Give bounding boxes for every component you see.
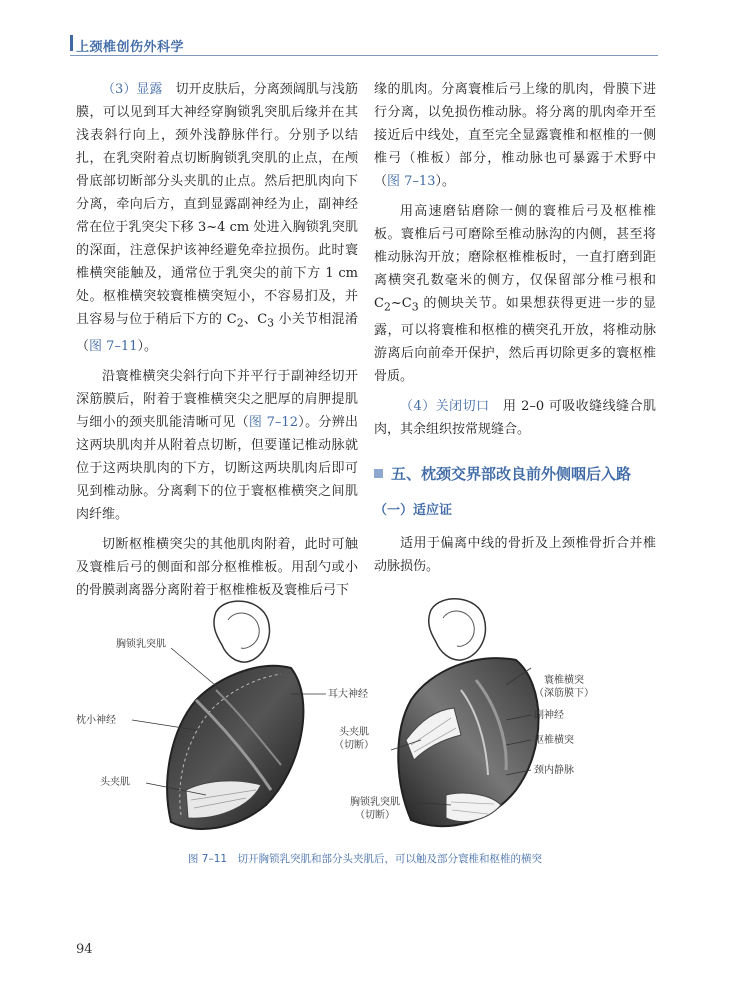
header-rule <box>70 55 658 56</box>
ear-outline <box>214 601 270 662</box>
running-header <box>0 0 730 60</box>
paragraph: 用高速磨钻磨除一侧的寰椎后弓及枢椎椎板。寰椎后弓可磨除至椎动脉沟的内侧，甚至将椎动脉沟开放；磨除枢椎椎板时，一直打磨到距离横突孔数毫米的侧方，仅保留部分椎弓根和 $C_2\sim C_3$ 的侧块关节。如果想获得更进一步的显露，可以将寰椎和枢椎的横突孔开放，将椎动脉游离后向前牵开保护，然后再切除更多的寰枢椎骨质。 <box>374 204 656 384</box>
figure-reference[interactable]: 图 7–13 <box>387 174 436 189</box>
right-panel <box>391 599 539 826</box>
label-atlas-transverse-process: 寰椎横突 （深筋膜下） <box>534 675 594 699</box>
surgical-figure <box>76 590 656 840</box>
paragraph: （3）显露 切开皮肤后，分离颈阔肌与浅筋膜，可以见到耳大神经穿胸锁乳突肌后缘并在其浅表斜行向上，颈外浅静脉伴行。分别予以结扎，在乳突附着点切断胸锁乳突肌的止点，在颅骨底部切断部分头夹肌的止点。然后把肌肉向下分离，牵向后方，直到显露副神经为止，副神经常在位于乳突尖下移 3~4 cm 处进入胸锁乳突肌的深面，注意保护该神经避免牵拉损伤。此时寰椎横突能触及，通常位于乳突尖的前下方 1 cm 处。枢椎横突较寰椎横突短小，不容易扪及，并且容易与位于稍后下方的 $C_2$、$C_3$ 小关节相混淆（图 7–11）。 <box>76 82 358 354</box>
paragraph: 缘的肌肉。分离寰椎后弓上缘的肌肉，骨膜下进行分离，以免损伤椎动脉。将分离的肌肉牵开至接近后中线处，直至完全显露寰椎和枢椎的一侧椎弓（椎板）部分，椎动脉也可暴露于术野中（图 7–13）。 <box>374 82 656 189</box>
header-accent-bar <box>70 35 73 51</box>
figure-caption: 图 7–11 切开胸锁乳突肌和部分头夹肌后，可以触及部分寰椎和枢椎的横突 <box>187 853 543 865</box>
label-accessory-nerve: 副神经 <box>534 710 564 721</box>
ear-outline <box>429 599 486 660</box>
right-column <box>374 78 656 585</box>
square-bullet-icon <box>374 469 383 478</box>
paragraph: 沿寰椎横突尖斜行向下并平行于副神经切开深筋膜后，附着于寰椎横突尖之肥厚的肩胛提肌与细小的颈夹肌能清晰可见（图 7–12）。分辨出这两块肌肉并从附着点切断，但要谨记椎动脉就位于这两块肌肉的下方，切断这两块肌肉后即可见到椎动脉。分离剩下的位于寰枢椎横突之间肌肉纤维。 <box>76 368 358 522</box>
paragraph: （4）关闭切口 用 2–0 可吸收缝线缝合肌肉，其余组织按常规缝合。 <box>374 398 656 437</box>
left-column <box>76 78 358 609</box>
label-splenius-cut: 头夹肌 （切断） <box>334 727 374 751</box>
subsection-heading: （一）适应证 <box>374 502 453 518</box>
label-axis-transverse-process: 枢椎横突 <box>534 735 574 746</box>
section-heading: 五、枕颈交界部改良前外侧咽后入路 <box>374 463 656 485</box>
label-splenius: 头夹肌 <box>100 777 130 788</box>
label-scm-cut: 胸锁乳突肌 （切断） <box>350 797 400 821</box>
figure-reference[interactable]: 图 7–11 <box>89 338 138 354</box>
label-lesser-occipital-nerve: 枕小神经 <box>76 715 116 726</box>
page-number: 94 <box>76 942 93 957</box>
label-scm: 胸锁乳突肌 <box>116 639 166 650</box>
paragraph: 适用于偏离中线的骨折及上颈椎骨折合并椎动脉损伤。 <box>374 535 656 574</box>
paragraph-lead: （4）关闭切口 <box>400 398 490 414</box>
book-title: 上颈椎创伤外科学 <box>76 40 185 55</box>
label-internal-jugular-vein: 颈内静脉 <box>534 765 574 776</box>
left-panel <box>132 601 326 829</box>
label-great-auricular-nerve: 耳大神经 <box>328 689 368 700</box>
paragraph-lead: （3）显露 <box>102 82 163 97</box>
figure-reference[interactable]: 图 7–12 <box>248 414 298 430</box>
paragraph: 切断枢椎横突尖的其他肌肉附着，此时可触及寰椎后弓的侧面和部分枢椎椎板。用刮勺或小的骨膜剥离器分离附着于枢椎椎板及寰椎后弓下 <box>76 536 358 598</box>
